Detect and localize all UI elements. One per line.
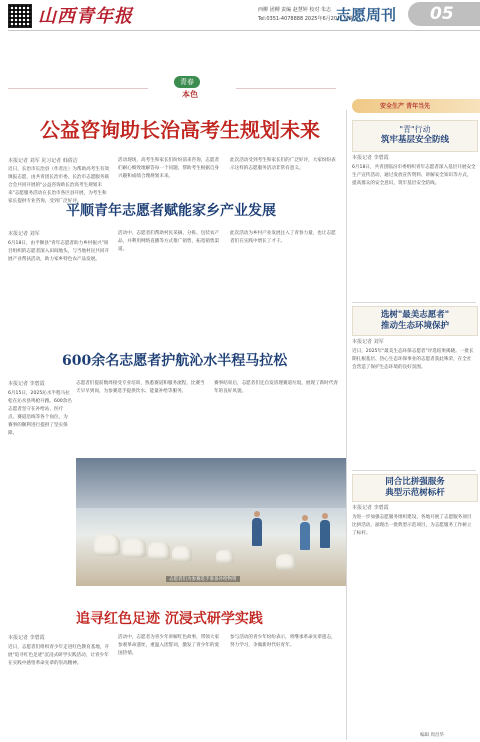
article-4-col1: 近日，志愿者们组织青少年走进红色教育基地，开展"追寻红色足迹"沉浸式研学实践活动，让青少年在实践中感悟革命先辈的崇高精神。 (8, 645, 110, 666)
section-tag (160, 76, 230, 106)
article-1-byline: 本报记者 刘军 见习记者 韩倩洁 (8, 158, 78, 164)
article-3-col3: 赛事结束后，志愿者们还自发清理赛道垃圾，展现了新时代青年的良好风貌。 (214, 381, 339, 394)
article-1-title: 公益咨询助长治高考生规划未来 (40, 118, 320, 142)
article-4-col2: 活动中，志愿者为青少年讲解红色故事，带领大家参观革命遗址，重温入团誓词，激发了青少年的爱国热情。 (118, 635, 220, 656)
photo-supply-bag (216, 550, 234, 564)
page-number-badge (408, 2, 480, 26)
article-2-col1: 6月18日，由平顺县"青年志愿者助力乡村振兴"项目组织的志愿者深入田间地头，与当地村民共同开展产业帮扶活动，助力家乡特色农产品发展。 (8, 241, 110, 262)
right-item-3-byline: 本报记者 李碧霞 (352, 505, 389, 511)
newspaper-logo: 山西青年报 (38, 6, 133, 27)
qr-code (8, 4, 32, 28)
column-divider (346, 110, 347, 740)
article-4-title: 追寻红色足迹 沉浸式研学实践 (76, 611, 263, 627)
section-tag-top: 青春 (174, 76, 200, 88)
right-item-1-kicker: "青"行动 (399, 125, 431, 134)
right-item-3-body: 为进一步加强志愿服务组织建设，各地开展了志愿服务项目比拼活动，涌现出一批典型示范项目，为志愿服务工作树立了标杆。 (352, 515, 472, 536)
article-2-col2: 活动中，志愿者们帮助村民采摘、分拣、包装农产品，并利用网络直播等方式推广销售，拓宽销售渠道。 (118, 231, 220, 252)
article-3-byline: 本报记者 李碧霞 (8, 381, 45, 387)
photo-caption: 志愿者们为参赛选手准备补给物资 (166, 576, 240, 582)
photo-volunteer-head (322, 513, 328, 519)
masthead-meta-1: 西柳 团柳 责编 赵慧婷 校对 朱志 (258, 7, 331, 13)
section-title: 志愿周刊 (336, 6, 397, 24)
right-item-3-header (352, 474, 478, 502)
right-column-tag (352, 99, 480, 113)
right-item-2-header (352, 306, 478, 336)
photo-volunteer-head (254, 511, 260, 517)
article-3-col1: 6月15日，2025沁水半程马拉松在沁水县鸣枪开跑。600余名志愿者坚守在补给站、医疗点、赛道沿线等各个岗位，为赛事的顺利进行提供了坚实保障。 (8, 391, 72, 436)
article-1-col3: 此次活动受到考生和家长们的广泛好评，大家纷纷表示这样的志愿服务活动非常有意义。 (230, 158, 336, 171)
right-column-tag-label: 安全生产 青年当先 (380, 103, 431, 110)
editor-note: 编辑 周昌华 (420, 733, 444, 738)
right-item-2-body: 近日，2025年"最美生态环保志愿者"评选结果揭晓。一批长期扎根基层、热心生态环保事业的志愿者获此殊荣，在全社会营造了保护生态环境的良好氛围。 (352, 349, 474, 370)
section-decor-line-left (8, 88, 148, 89)
right-item-1-header (352, 120, 478, 152)
right-item-1-title: 筑牢基层安全防线 (380, 135, 449, 145)
page-number: 05 (430, 4, 454, 24)
article-2-col3: 此次活动为乡村产业发展注入了青春力量，也让志愿者们在实践中增长了才干。 (230, 231, 336, 244)
article-1-col2: 活动现场，高考生和家长们纷纷前来咨询，志愿者们耐心细致地解答每一个问题，帮助考生根据自身兴趣和成绩合理规划未来。 (118, 158, 220, 179)
photo-volunteer (320, 520, 330, 548)
right-divider-2 (352, 470, 476, 471)
article-3-photo (76, 458, 346, 586)
article-4-byline: 本报记者 李碧霞 (8, 635, 45, 641)
article-2-byline: 本报记者 刘军 (8, 231, 40, 237)
photo-supply-bag (276, 554, 296, 570)
right-item-1-body: 6月18日，共青团临汾市委组织青年志愿者深入基层开展安全生产宣传活动，通过发放宣传资料、讲解安全知识等方式，提高群众的安全意识，筑牢基层安全防线。 (352, 165, 476, 186)
photo-volunteer (300, 522, 310, 550)
photo-volunteer-head (302, 515, 308, 521)
article-1-col1: 近日，长治市长治县（作者注）为帮助高考生有效填报志愿，由共青团长治市委、长治市志愿服务联合会共同开展的"公益咨询助长治高考生规划未来"志愿服务活动在长治市各区县开展，为考生和家长提供专业咨询，受到广泛好评。 (8, 167, 110, 204)
photo-supply-bag (148, 542, 170, 560)
right-item-2-title: 选树"最美志愿者" 推动生态环境保护 (380, 310, 450, 331)
photo-supply-bag (122, 538, 146, 558)
photo-supply-bag (172, 546, 192, 562)
section-tag-bottom: 本色 (182, 90, 198, 99)
photo-tent-roof (76, 458, 346, 508)
article-3-title: 600余名志愿者护航沁水半程马拉松 (62, 353, 288, 369)
section-decor-line-right (236, 88, 336, 89)
right-item-1-byline: 本报记者 李碧霞 (352, 155, 389, 161)
right-divider-1 (352, 302, 476, 303)
article-3-col2: 志愿者们提前数周接受专业培训，熟悉赛道和服务流程，比赛当天早早到岗，为参赛选手提供饮水、能量补给等服务。 (76, 381, 205, 394)
photo-volunteer (252, 518, 262, 546)
photo-supply-bag (94, 534, 120, 556)
right-item-2-byline: 本报记者 刘军 (352, 339, 384, 345)
article-4-col3: 参与活动的青少年纷纷表示，将继承革命先辈遗志，努力学习，争做新时代好青年。 (230, 635, 336, 648)
masthead-divider (8, 30, 480, 31)
right-item-3-title: 同合比拼强服务 典型示范树标杆 (385, 477, 445, 498)
article-2-title: 平顺青年志愿者赋能家乡产业发展 (66, 203, 276, 219)
masthead-meta-2: Tel:0351-4078888 2025年6月20日 星期五 (258, 16, 359, 22)
